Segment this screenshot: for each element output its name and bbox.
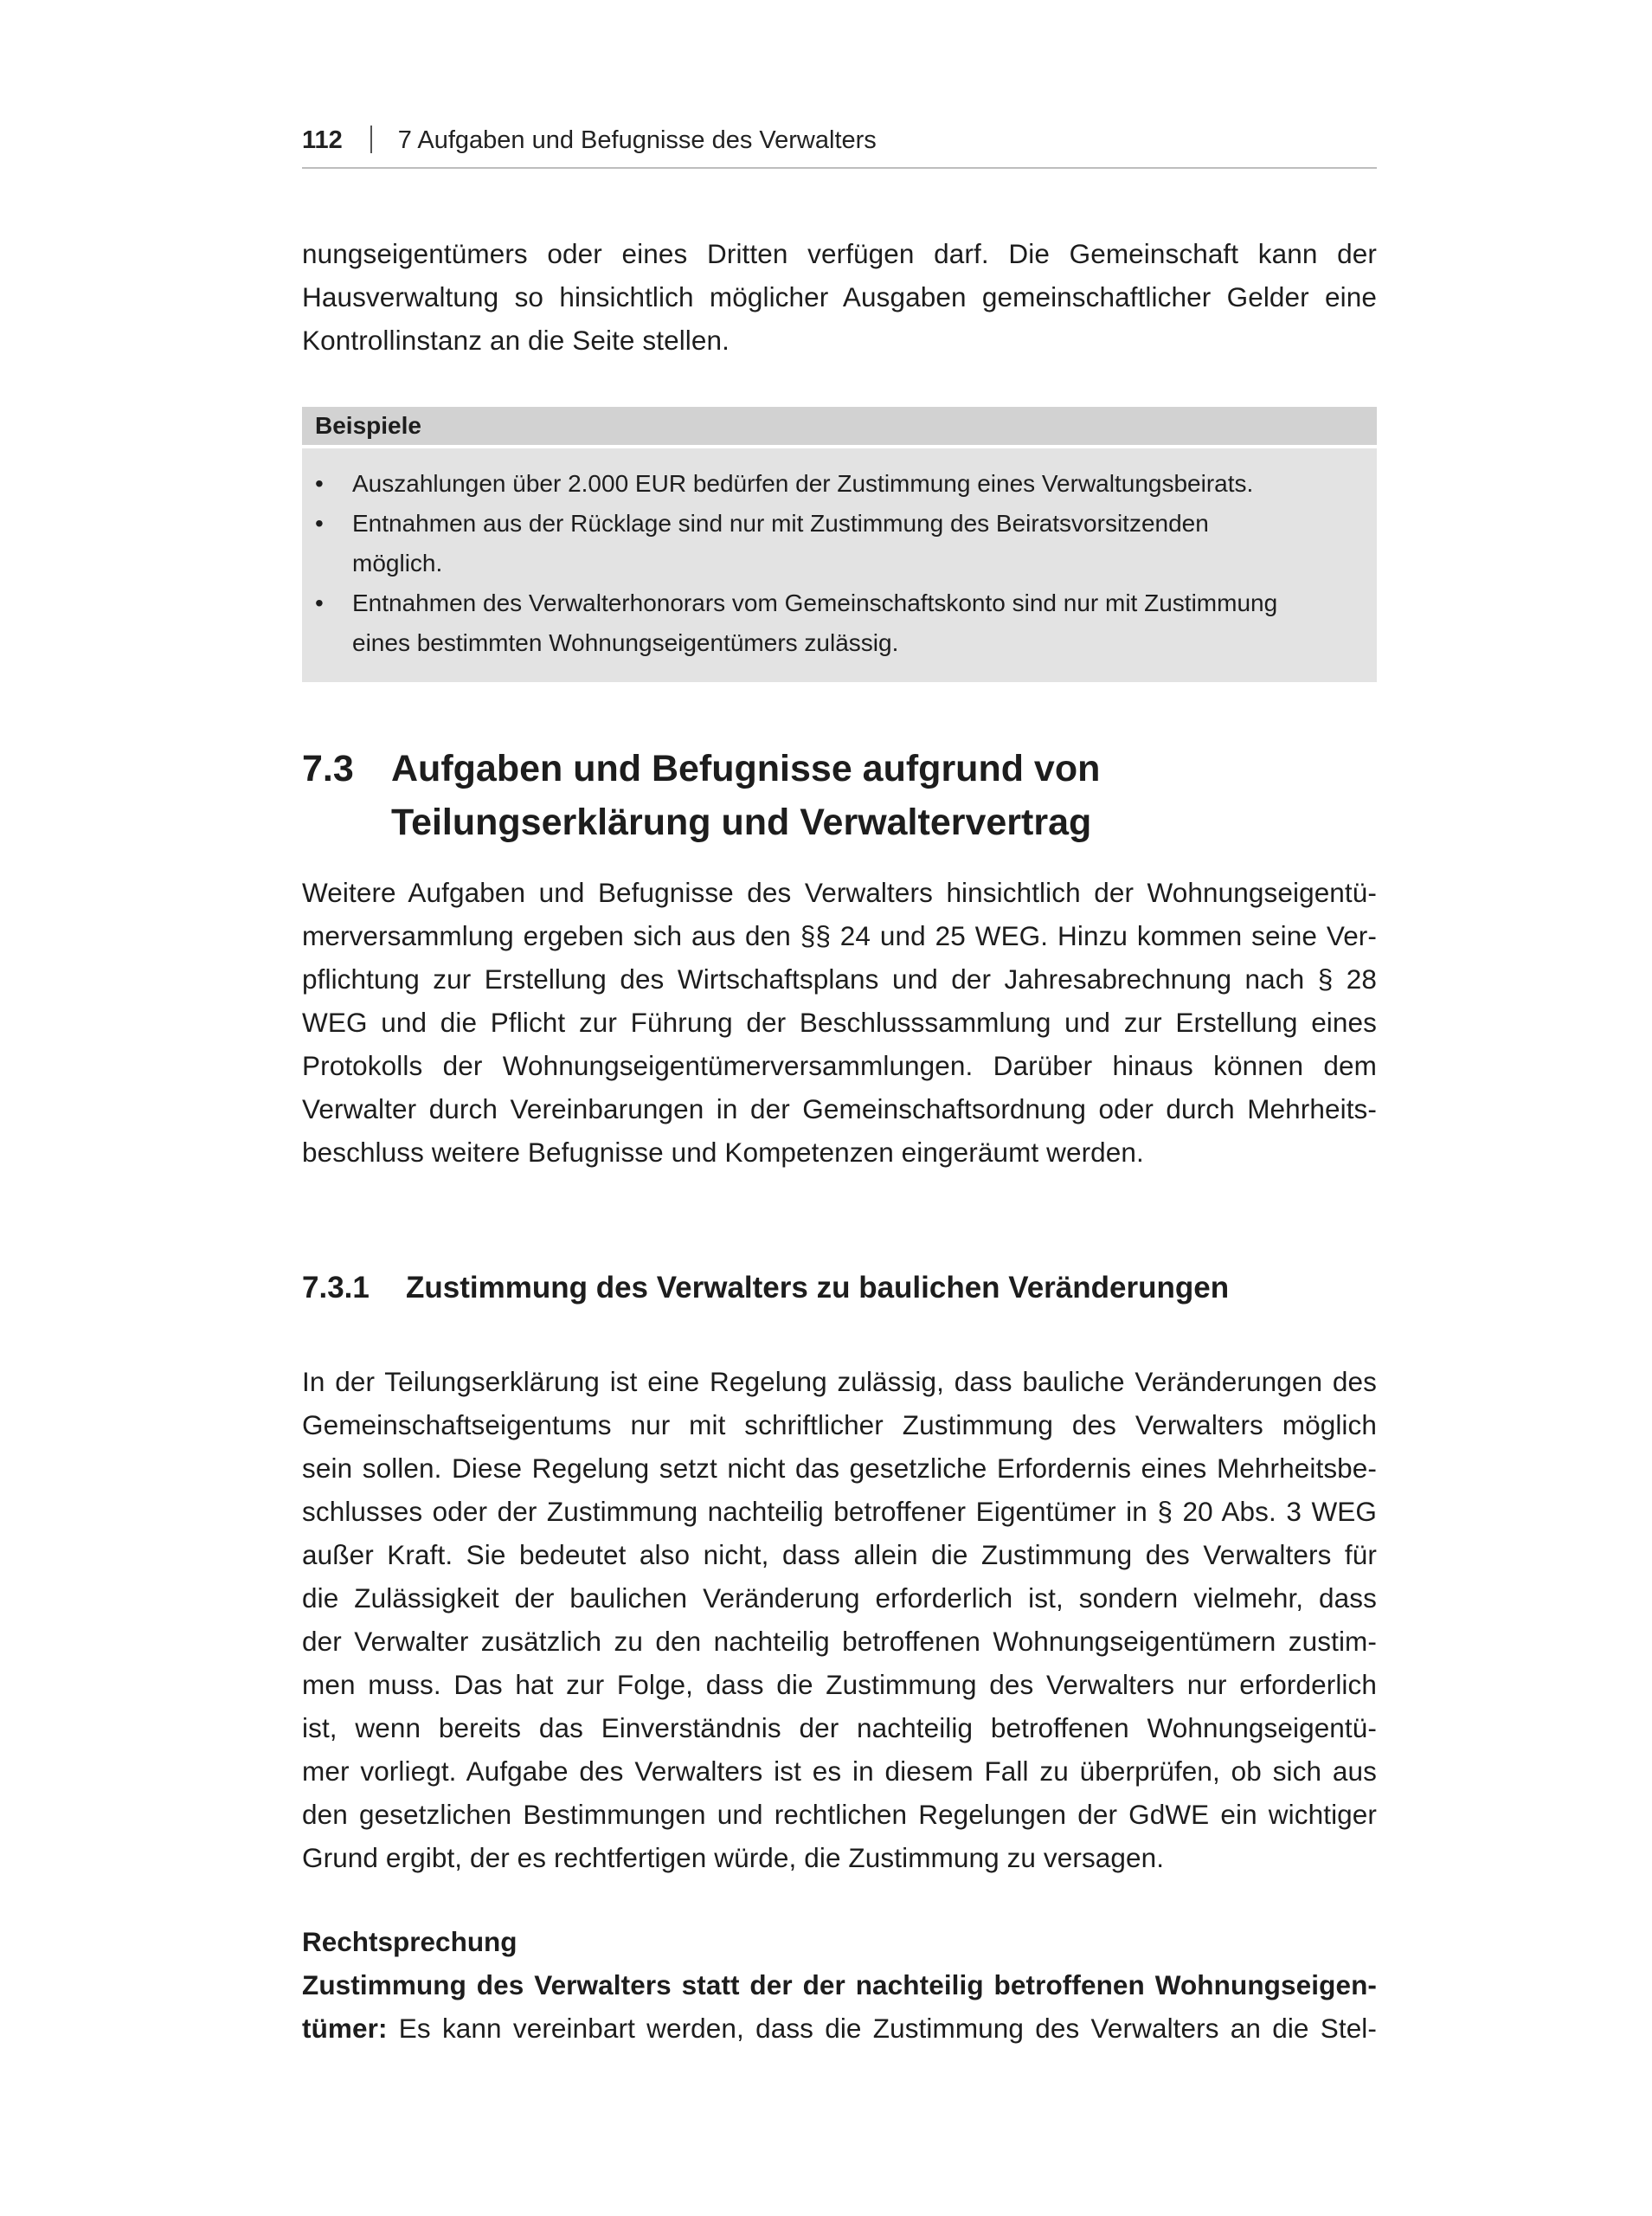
subsection-number: 7.3.1 [302, 1271, 370, 1304]
list-item [302, 464, 1377, 504]
text-line: ist, wenn bereits das Einverständnis der nachteilig betroffenen Wohnungseigentü- [302, 1712, 1377, 1743]
text-line: Verwalter durch Vereinbarungen in der Gemeinschaftsordnung oder durch Mehrheits- [302, 1093, 1377, 1124]
header-rule [302, 167, 1377, 169]
page-number: 112 [302, 126, 343, 154]
header-separator [370, 126, 372, 153]
list-item-text: Entnahmen aus der Rücklage sind nur mit Zustimmung des Beiratsvorsitzenden [352, 510, 1209, 537]
bullet-icon: • [315, 589, 324, 616]
list-item [302, 583, 1377, 663]
running-head [302, 123, 1377, 158]
text-line: nungseigentümers oder eines Dritten verfügen darf. Die Gemeinschaft kann der [302, 238, 1377, 269]
rechtsprechung-label: Rechtsprechung [302, 1926, 517, 1957]
text-line: schlusses oder der Zustimmung nachteilig betroffener Eigentümer in § 20 Abs. 3 WEG [302, 1496, 1377, 1527]
intro-paragraph [302, 232, 1377, 362]
text-line: Zustimmung des Verwalters statt der der nachteilig betroffenen Wohnungseigen- [302, 1969, 1377, 2000]
list-item-text: möglich. [352, 550, 443, 577]
text-line: WEG und die Pflicht zur Führung der Beschlusssammlung und zur Erstellung eines [302, 1007, 1377, 1038]
bullet-icon: • [315, 510, 324, 537]
text-line: Hausverwaltung so hinsichtlich möglicher Ausgaben gemeinschaftlicher Gelder eine [302, 281, 1377, 312]
section-title-line-2: Teilungserklärung und Verwaltervertrag [391, 802, 1092, 843]
chapter-title: 7 Aufgaben und Befugnisse des Verwalters [397, 126, 877, 154]
text-line: die Zulässigkeit der baulichen Veränderung erforderlich ist, sondern vielmehr, dass [302, 1582, 1377, 1614]
examples-box-header [302, 407, 1377, 448]
list-item-text: eines bestimmten Wohnungseigentümers zulässig. [352, 629, 899, 656]
text-line: mer vorliegt. Aufgabe des Verwalters ist es in diesem Fall zu überprüfen, ob sich aus [302, 1755, 1377, 1787]
text-line: In der Teilungserklärung ist eine Regelung zulässig, dass bauliche Veränderungen des [302, 1366, 1377, 1397]
text-line: beschluss weitere Befugnisse und Kompetenzen eingeräumt werden. [302, 1137, 1144, 1168]
bullet-icon: • [315, 470, 324, 497]
text-line: sein sollen. Diese Regelung setzt nicht das gesetzliche Erfordernis eines Mehrheitsbe- [302, 1453, 1377, 1484]
list-item [302, 504, 1377, 583]
text-line: Protokolls der Wohnungseigentümerversammlungen. Darüber hinaus können dem [302, 1050, 1377, 1081]
text-line: men muss. Das hat zur Folge, dass die Zustimmung des Verwalters nur erforderlich [302, 1669, 1377, 1700]
list-item-text: Auszahlungen über 2.000 EUR bedürfen der Zustimmung eines Verwaltungsbeirats. [352, 470, 1254, 497]
text-line: pflichtung zur Erstellung des Wirtschaftsplans und der Jahresabrechnung nach § 28 [302, 963, 1377, 995]
text-line: Gemeinschaftseigentums nur mit schriftlicher Zustimmung des Verwalters möglich [302, 1409, 1377, 1440]
section-number: 7.3 [302, 748, 354, 789]
rechtsprechung-paragraph [302, 1963, 1377, 2050]
examples-box-title: Beispiele [315, 412, 421, 439]
section-paragraph [302, 871, 1377, 1174]
list-item-text: Entnahmen des Verwalterhonorars vom Gemeinschaftskonto sind nur mit Zustimmung [352, 589, 1278, 616]
subsection-paragraph [302, 1360, 1377, 1879]
text-line: Kontrollinstanz an die Seite stellen. [302, 325, 730, 356]
text-line: Weitere Aufgaben und Befugnisse des Verwalters hinsichtlich der Wohnungseigentü- [302, 877, 1377, 908]
section-title-line-1: Aufgaben und Befugnisse aufgrund von [391, 748, 1101, 789]
subsection-title: Zustimmung des Verwalters zu baulichen Veränderungen [406, 1271, 1230, 1304]
text-line: den gesetzlichen Bestimmungen und rechtlichen Regelungen der GdWE ein wichtiger [302, 1799, 1377, 1830]
text-line: der Verwalter zusätzlich zu den nachteilig betroffenen Wohnungseigentümern zustim- [302, 1626, 1377, 1657]
text-run: Es kann vereinbart werden, dass die Zustimmung des Verwalters an die Stel- [387, 2013, 1377, 2044]
examples-box [302, 407, 1377, 682]
examples-list [302, 464, 1377, 663]
text-line: Grund ergibt, der es rechtfertigen würde, die Zustimmung zu versagen. [302, 1842, 1165, 1873]
bold-term: tümer: [302, 2013, 388, 2044]
text-line: außer Kraft. Sie bedeutet also nicht, dass allein die Zustimmung des Verwalters für [302, 1539, 1377, 1570]
text-line: merversammlung ergeben sich aus den §§ 24 und 25 WEG. Hinzu kommen seine Ver- [302, 920, 1377, 951]
text-line [302, 2007, 1377, 2050]
